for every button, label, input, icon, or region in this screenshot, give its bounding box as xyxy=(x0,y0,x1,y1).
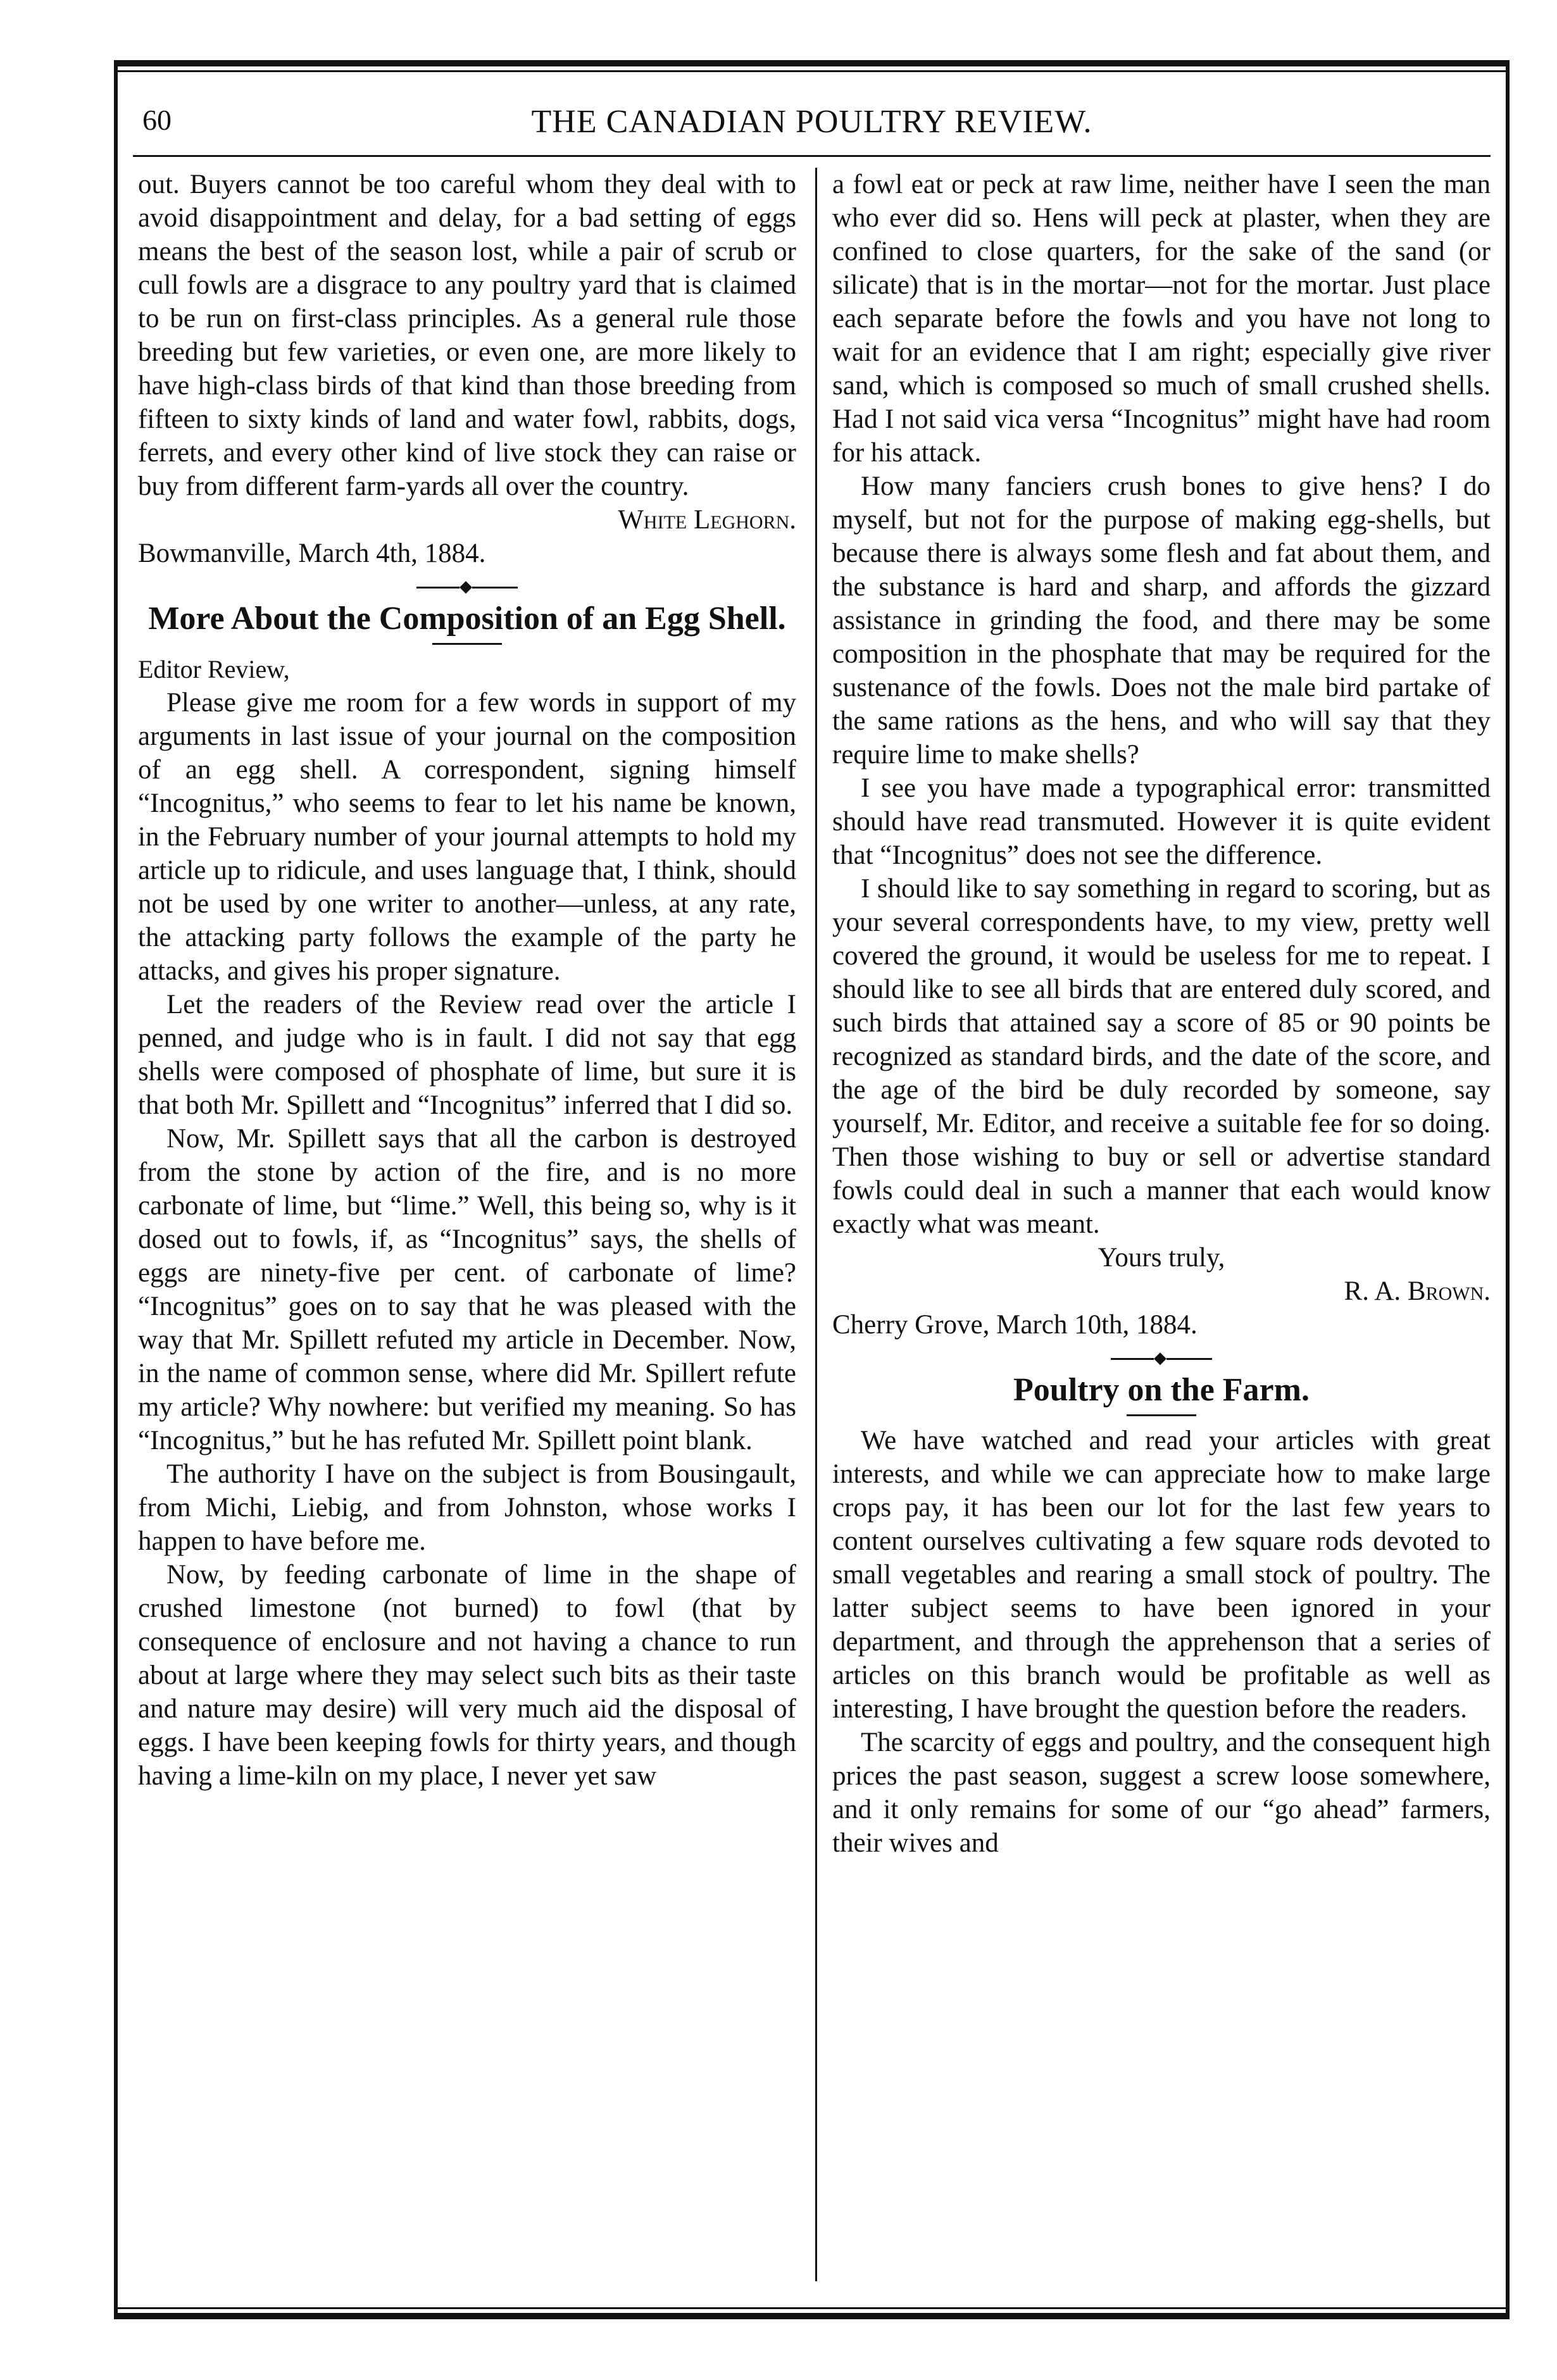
paragraph: Let the readers of the Review read over the article I penned, and judge who is in fault. I did not say that egg shells were composed of phosphate of lime, but sure it is that both Mr. Spillett and “Incognitus” inferred that I did so. xyxy=(138,990,796,1120)
paragraph: How many fanciers crush bones to give hens? I do myself, but not for the purpose of making egg-shells, but because there is always some flesh and fat about them, and the substance is hard and sharp, and affords the gizzard assistance in grinding the food, and there may be some composition in the phosphate that may be required for the sustenance of the fowls. Does not the male bird partake of the same rations as the hens, and who will say that they require lime to make shells? xyxy=(832,471,1491,769)
bottom-border-rule xyxy=(114,2313,1510,2319)
section-divider xyxy=(416,577,518,595)
left-column xyxy=(138,168,796,1793)
column-divider xyxy=(815,168,817,2281)
page-number: 60 xyxy=(142,104,172,136)
title-rule xyxy=(432,643,502,645)
article-title: More About the Composition of an Egg Shell. xyxy=(148,601,786,637)
paragraph: The authority I have on the subject is from Bousingault, from Michi, Liebig, and from Johnston, whose works I happen to have before me. xyxy=(138,1459,796,1556)
paragraph: I should like to say something in regard to scoring, but as your several correspondents have, to my view, pretty well covered the ground, it would be useless for me to repeat. I should like to see all birds that are entered duly scored, and such birds that attained say a score of 85 or 90 points be recognized as standard birds, and the date of the score, and the age of the bird be duly recorded by someone, say yourself, Mr. Editor, and receive a suitable fee for so doing. Then those wishing to buy or sell or advertise standard fowls could deal in such a manner that each would know exactly what was meant. xyxy=(832,874,1491,1239)
right-border-rule xyxy=(1506,60,1510,2319)
letter-closing: Yours truly, xyxy=(1097,1243,1225,1273)
header-rule xyxy=(133,155,1491,157)
divider-ornament-icon: ◆ xyxy=(1154,1349,1166,1367)
signature: R. A. Brown. xyxy=(1344,1276,1491,1306)
paragraph: a fowl eat or peck at raw lime, neither have I seen the man who ever did so. Hens will peck at plaster, when they are confined to close quarters, for the sake of the sand (or silicate) that is in the mortar—not for the mortar. Just place each separate before the fowls and you have not long to wait for an evidence that I am right; especially give river sand, which is composed so much of small crushed shells. Had I not said vica versa “Incognitus” might have had room for his attack. xyxy=(832,170,1491,468)
divider-ornament-icon: ◆ xyxy=(460,577,472,595)
section-divider xyxy=(1111,1349,1212,1367)
paragraph: Now, Mr. Spillett says that all the carbon is destroyed from the stone by action of the fire, and is no more carbonate of lime, but “lime.” Well, this being so, why is it dosed out to fowls, if, as “Incognitus” says, the shells of eggs are ninety-five per cent. of carbonate of lime? “Incognitus” goes on to say that he was pleased with the way that Mr. Spillett refuted my article in December. Now, in the name of common sense, where did Mr. Spillert refute my article? Why nowhere: but verified my meaning. So has “Incognitus,” but he has refuted Mr. Spillett point blank. xyxy=(138,1124,796,1455)
bottom-border-rule-thin xyxy=(114,2307,1510,2309)
paragraph: The scarcity of eggs and poultry, and the consequent high prices the past season, suggest a screw loose somewhere, and it only remains for some of our “go ahead” farmers, their wives and xyxy=(832,1728,1491,1858)
signature: White Leghorn. xyxy=(618,505,796,535)
paragraph: Now, by feeding carbonate of lime in the shape of crushed limestone (not burned) to fowl (that by consequence of enclosure and not having a chance to run about at large where they may select such bits as their taste and nature may desire) will very much aid the disposal of eggs. I have been keeping fowls for thirty years, and though having a lime-kiln on my place, I never yet saw xyxy=(138,1560,796,1791)
dateline: Bowmanville, March 4th, 1884. xyxy=(138,539,486,568)
running-title: THE CANADIAN POULTRY REVIEW. xyxy=(531,104,1092,140)
dateline: Cherry Grove, March 10th, 1884. xyxy=(832,1310,1197,1340)
top-border-rule xyxy=(114,60,1510,66)
salutation: Editor Review, xyxy=(138,655,290,683)
article-title: Poultry on the Farm. xyxy=(1013,1372,1310,1408)
top-border-rule-thin xyxy=(114,70,1510,72)
paragraph: We have watched and read your articles with great interests, and while we can appreciate how to make large crops pay, it has been our lot for the last few years to content ourselves cultivating a few square rods devoted to small vegetables and rearing a small stock of poultry. The latter subject seems to have been ignored in your department, and through the apprehenson that a series of articles on this branch would be profitable as well as interesting, I have brought the question before the readers. xyxy=(832,1426,1491,1724)
right-column xyxy=(832,168,1491,1860)
left-border-rule xyxy=(114,60,118,2319)
page-header xyxy=(133,92,1491,149)
title-rule xyxy=(1127,1414,1196,1416)
paragraph: Please give me room for a few words in support of my arguments in last issue of your journal on the composition of an egg shell. A correspondent, signing himself “Incognitus,” who seems to fear to let his name be known, in the February number of your journal attempts to hold my article up to ridicule, and uses language that, I think, should not be used by one writer to another—unless, at any rate, the attacking party follows the example of the party he attacks, and gives his proper signature. xyxy=(138,688,796,986)
paragraph: I see you have made a typographical error: transmitted should have read transmuted. However it is quite evident that “Incognitus” does not see the difference. xyxy=(832,773,1491,870)
paragraph: out. Buyers cannot be too careful whom they deal with to avoid disappointment and delay, for a bad setting of eggs means the best of the season lost, while a pair of scrub or cull fowls are a disgrace to any poultry yard that is claimed to be run on first-class principles. As a general rule those breeding but few varieties, or even one, are more likely to have high-class birds of that kind than those breeding from fifteen to sixty kinds of land and water fowl, rabbits, dogs, ferrets, and every other kind of live stock they can raise or buy from different farm-yards all over the country. xyxy=(138,170,796,501)
newspaper-page xyxy=(114,60,1510,2319)
